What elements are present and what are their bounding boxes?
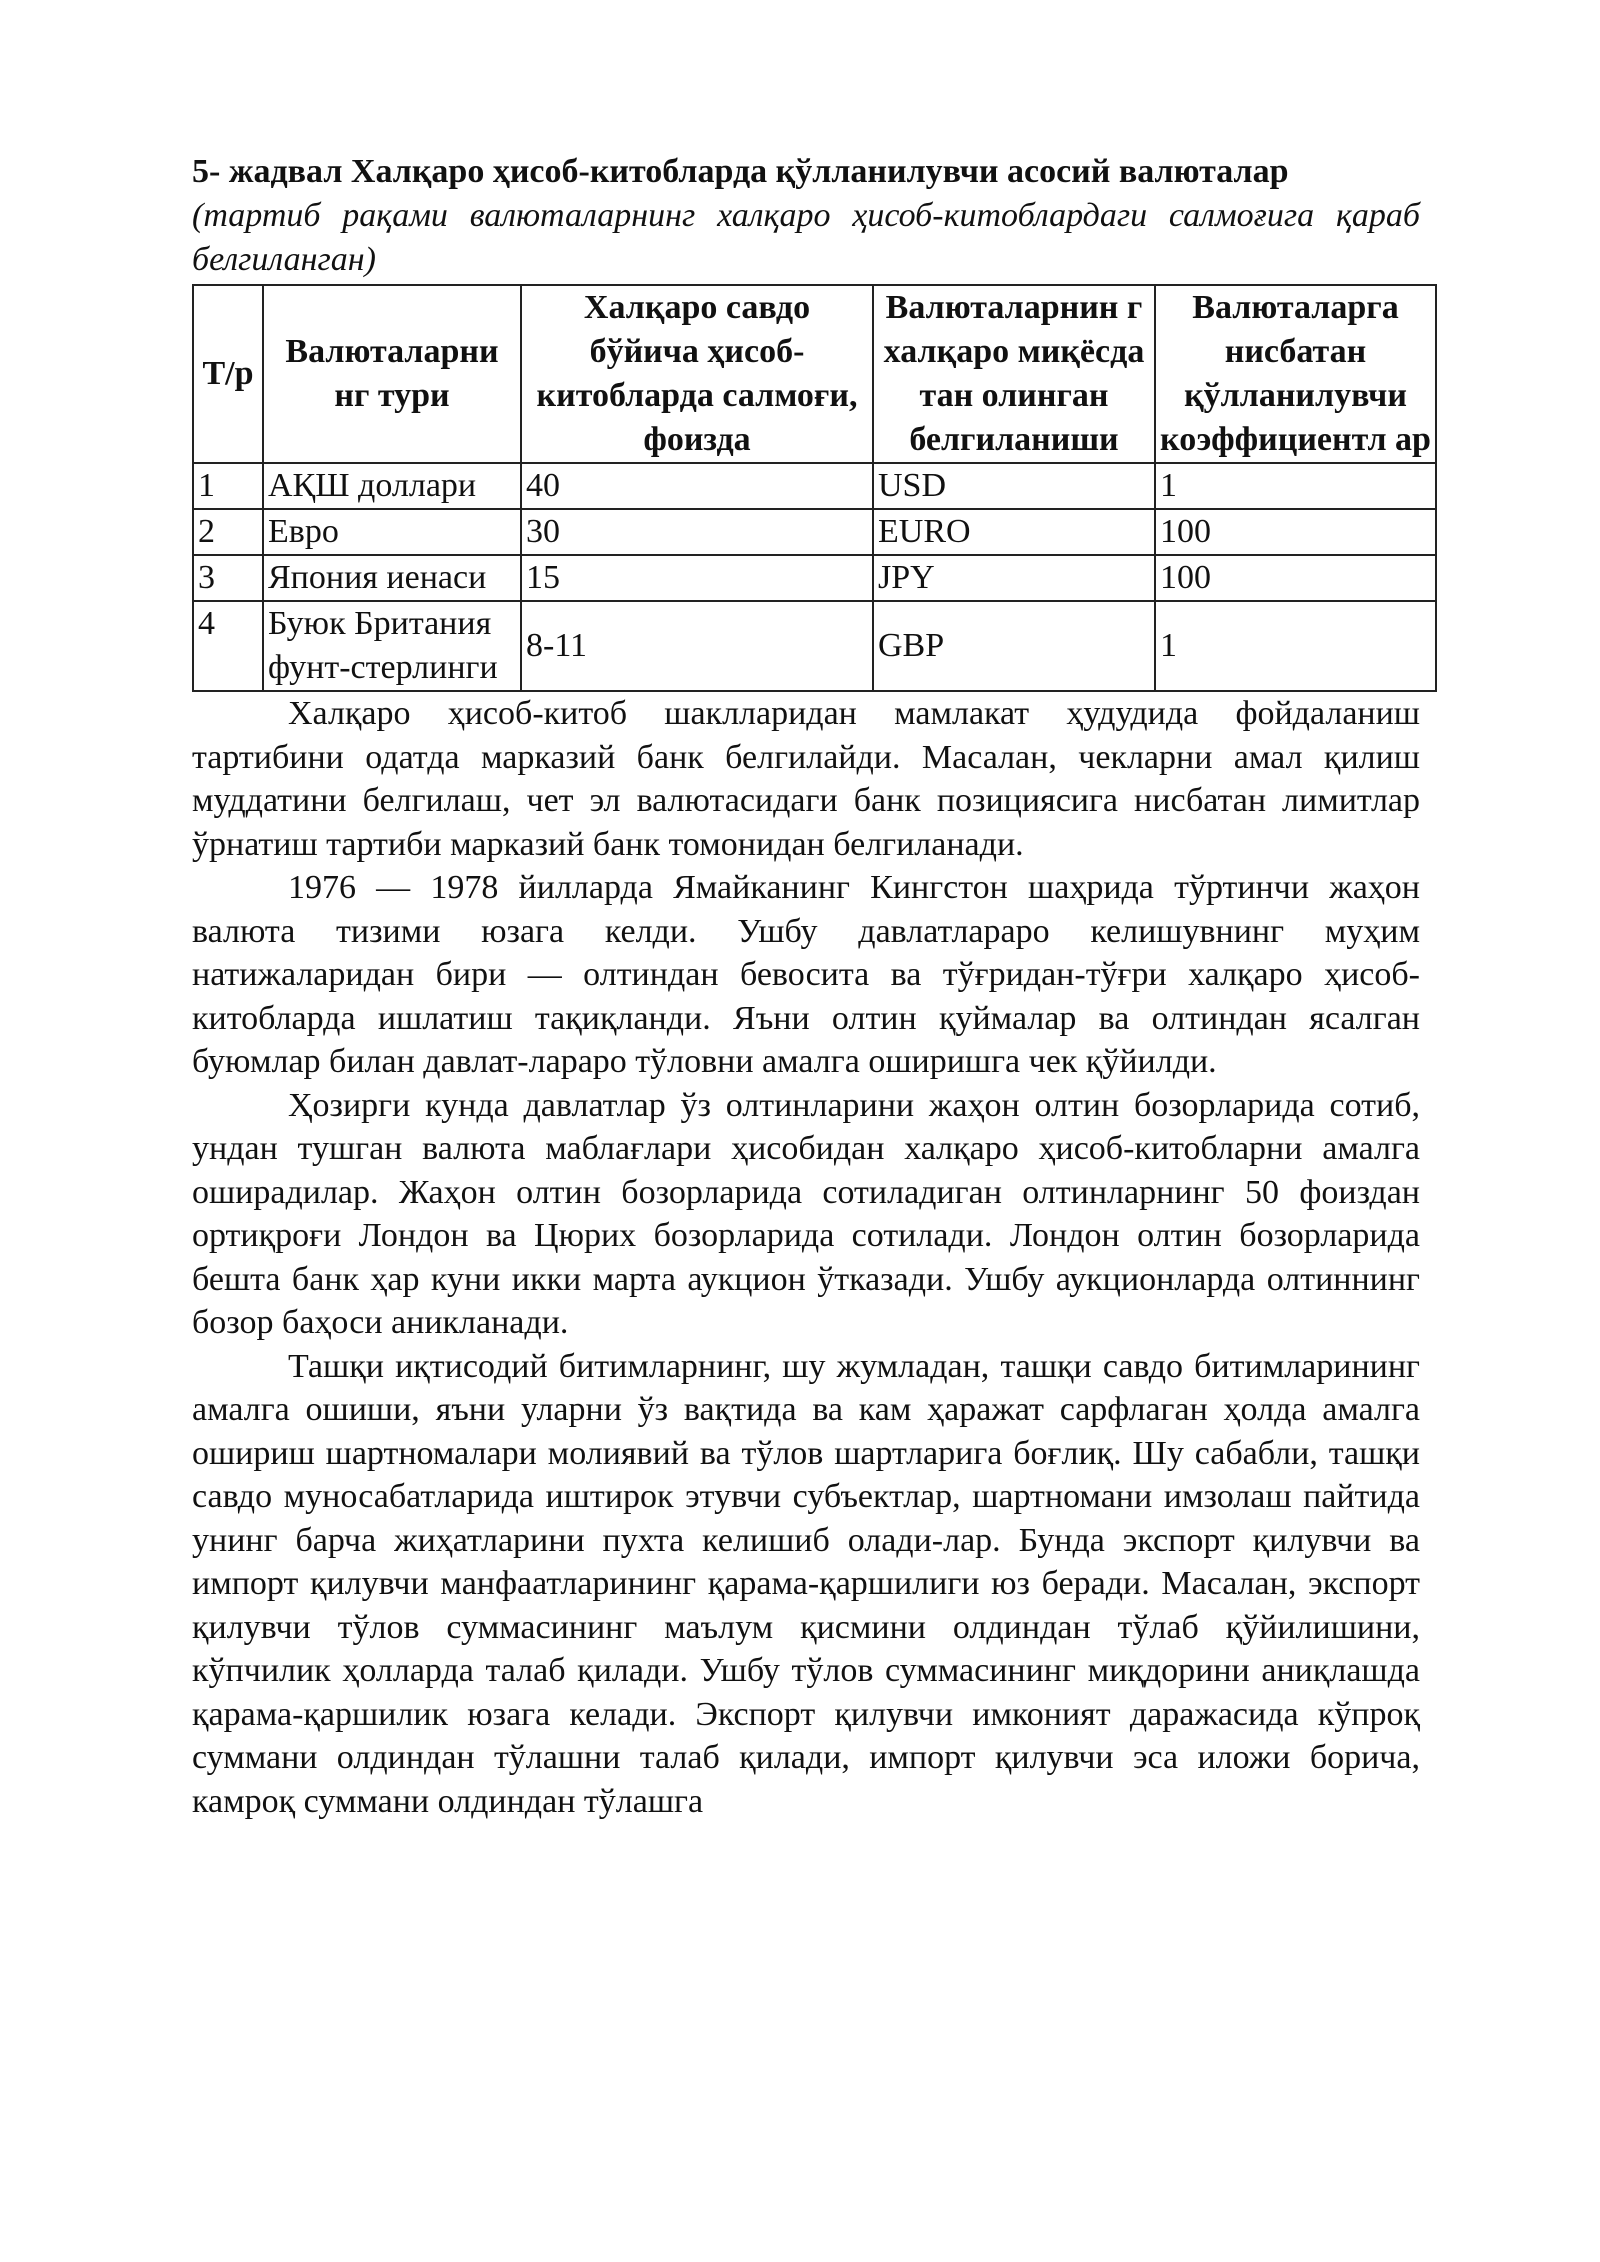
header-trade-share: Халқаро савдо бўйича ҳисоб-китобларда салмоғи, фоизда [521, 285, 873, 463]
cell-number: 2 [193, 509, 263, 555]
cell-number: 3 [193, 555, 263, 601]
body-paragraph: Халқаро ҳисоб-китоб шаклларидан мамлакат ҳудудида фойдаланиш тартибини одатда марказий банк белгилайди. Масалан, чекларни амал қилиш муддатини белгилаш, чет эл валютасидаги банк позициясига нисбатан лимитлар ўрнатиш тартиби марказий банк томонидан белгиланади. [192, 695, 1420, 863]
table-caption-subtitle: (тартиб рақами валюталарнинг халқаро ҳисоб-китоблардаги салмоғига қараб белгиланган) [192, 197, 1420, 278]
cell-trade-share: 15 [521, 555, 873, 601]
cell-currency-type: Япония иенаси [263, 555, 521, 601]
table-row [193, 463, 1436, 509]
cell-coefficient: 100 [1155, 509, 1436, 555]
table-caption-title: 5- жадвал Халқаро ҳисоб-китобларда қўлланилувчи асосий валюталар [192, 153, 1289, 190]
cell-currency-type: Евро [263, 509, 521, 555]
header-currency-type: Валюталарни нг тури [263, 285, 521, 463]
cell-coefficient: 1 [1155, 463, 1436, 509]
table-header-row [193, 285, 1436, 463]
cell-number: 1 [193, 463, 263, 509]
document-page [192, 150, 1431, 1823]
cell-trade-share: 8-11 [521, 601, 873, 691]
header-currency-code: Валюталарнин г халқаро миқёсда тан олинган белгиланиши [873, 285, 1155, 463]
body-paragraph: Ҳозирги кунда давлатлар ўз олтинларини жаҳон олтин бозорларида сотиб, ундан тушган валюта маблағлари ҳисобидан халқаро ҳисоб-китобларни амалга оширадилар. Жаҳон олтин бозорларида сотиладиган олтинларнинг 50 фоиздан ортиқроғи Лондон ва Цюрих бозорларида сотилади. Лондон олтин бозорларида бешта банк ҳар куни икки марта аукцион ўтказади. Ушбу аукционларда олтиннинг бозор баҳоси аникланади. [192, 1086, 1420, 1341]
table-row [193, 555, 1436, 601]
header-coefficient: Валюталарга нисбатан қўлланилувчи коэффициентл ар [1155, 285, 1436, 463]
cell-currency-code: JPY [873, 555, 1155, 601]
cell-coefficient: 1 [1155, 601, 1436, 691]
currency-table [192, 284, 1437, 692]
cell-currency-code: EURO [873, 509, 1155, 555]
table-row [193, 601, 1436, 691]
cell-currency-type: АҚШ доллари [263, 463, 521, 509]
cell-currency-code: GBP [873, 601, 1155, 691]
table-row [193, 509, 1436, 555]
cell-trade-share: 30 [521, 509, 873, 555]
body-paragraph: 1976 — 1978 йилларда Ямайканинг Кингстон шаҳрида тўртинчи жаҳон валюта тизими юзага келди. Ушбу давлатлараро келишувнинг муҳим натижаларидан бири — олтиндан бевосита ва тўғридан-тўғри халқаро ҳисоб-китобларда ишлатиш тақиқланди. Яъни олтин қуймалар ва олтиндан ясалган буюмлар билан давлат-лараро тўловни амалга оширишга чек қўйилди. [192, 869, 1420, 1080]
cell-currency-code: USD [873, 463, 1155, 509]
cell-coefficient: 100 [1155, 555, 1436, 601]
cell-currency-type: Буюк Британия фунт-стерлинги [263, 601, 521, 691]
cell-number: 4 [193, 601, 263, 691]
cell-trade-share: 40 [521, 463, 873, 509]
header-number: Т/р [193, 285, 263, 463]
body-paragraph: Ташқи иқтисодий битимларнинг, шу жумладан, ташқи савдо битимларининг амалга ошиши, яъни уларни ўз вақтида ва кам ҳаражат сарфлаган ҳолда амалга ошириш шартномалари молиявий ва тўлов шартларига боғлиқ. Шу сабабли, ташқи савдо муносабатларида иштирок этувчи субъектлар, шартномани имзолаш пайтида унинг барча жиҳатларини пухта келишиб олади-лар. Бунда экспорт қилувчи ва импорт қилувчи манфаатларининг қарама-қаршилиги юз беради. Масалан, экспорт қилувчи тўлов суммасининг маълум қисмини олдиндан тўлаб қўйилишини, кўпчилик ҳолларда талаб қилади. Ушбу тўлов суммасининг миқдорини аниқлашда қарама-қаршилик юзага келади. Экспорт қилувчи имконият даражасида кўпроқ суммани олдиндан тўлашни талаб қилади, импорт қилувчи эса иложи борича, камроқ суммани олдиндан тўлашга [192, 1347, 1420, 1820]
